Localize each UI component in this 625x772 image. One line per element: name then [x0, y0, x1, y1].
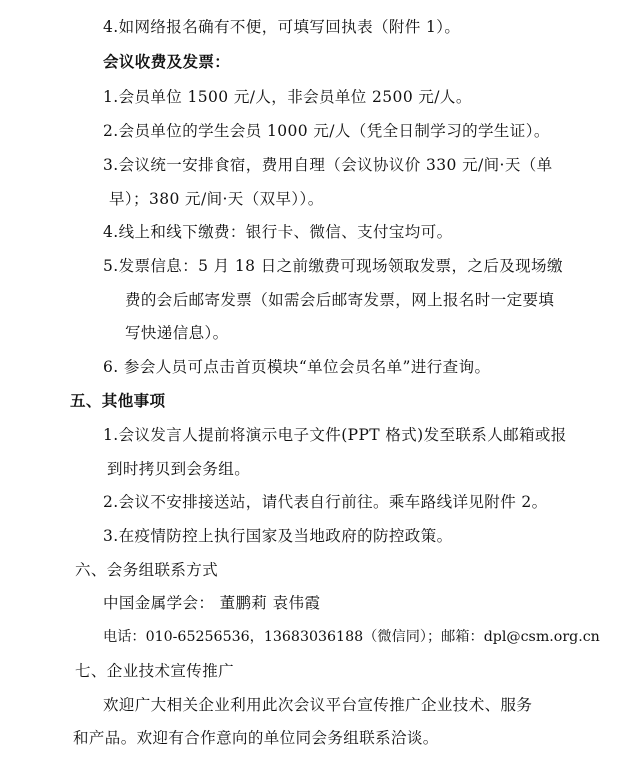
fees-item-4: 4.线上和线下缴费：银行卡、微信、支付宝均可。 — [103, 223, 453, 241]
contact-organization: 中国金属学会： 董鹏莉 袁伟霞 — [103, 594, 321, 612]
section-6-heading: 六、会务组联系方式 — [75, 561, 219, 579]
contact-phone-email: 电话：010-65256536，13683036188（微信同）；邮箱：dpl@csm.org.cn — [103, 629, 600, 645]
fees-item-2: 2.会员单位的学生会员 1000 元/人（凭全日制学习的学生证）。 — [103, 122, 550, 140]
fees-item-3-line-1: 3.会议统一安排食宿，费用自理（会议协议价 330 元/间·天（单 — [103, 156, 553, 174]
section-5-item-3: 3.在疫情防控上执行国家及当地政府的防控政策。 — [103, 527, 453, 545]
section-5-item-1-line-1: 1.会议发言人提前将演示电子文件(PPT 格式)发至联系人邮箱或报 — [103, 426, 567, 444]
section-5-item-2: 2.会议不安排接送站，请代表自行前往。乘车路线详见附件 2。 — [103, 493, 548, 511]
fees-item-3-line-2: 早）；380 元/间·天（双早））。 — [109, 190, 324, 208]
section-7-heading: 七、企业技术宣传推广 — [75, 662, 235, 680]
section-5-item-1-line-2: 到时拷贝到会务组。 — [107, 460, 251, 478]
section-7-paragraph-line-2: 和产品。欢迎有合作意向的单位同会务组联系洽谈。 — [73, 729, 439, 747]
registration-item-4: 4.如网络报名确有不便，可填写回执表（附件 1）。 — [103, 18, 461, 36]
fees-item-5-line-1: 5.发票信息：5 月 18 日之前缴费可现场领取发票，之后及现场缴 — [103, 257, 563, 275]
fees-item-5-line-2: 费的会后邮寄发票（如需会后邮寄发票，网上报名时一定要填 — [125, 291, 555, 309]
section-7-paragraph-line-1: 欢迎广大相关企业利用此次会议平台宣传推广企业技术、服务 — [103, 696, 533, 714]
fees-item-5-line-3: 写快递信息）。 — [125, 324, 229, 342]
fees-item-1: 1.会员单位 1500 元/人，非会员单位 2500 元/人。 — [103, 88, 472, 106]
fees-heading: 会议收费及发票： — [103, 52, 231, 71]
section-5-heading: 五、其他事项 — [70, 391, 166, 410]
fees-item-6: 6. 参会人员可点击首页模块“单位会员名单”进行查询。 — [103, 358, 491, 376]
